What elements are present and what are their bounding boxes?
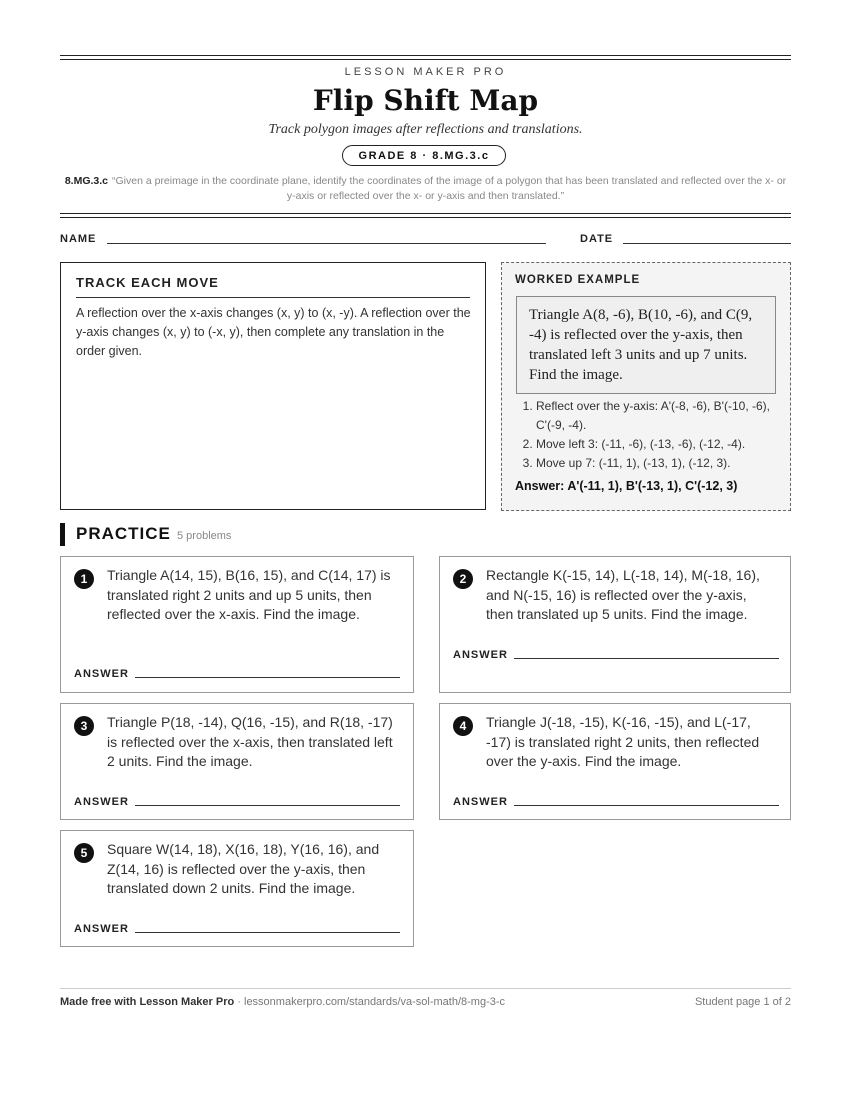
footer-made-with: Made free with Lesson Maker Pro	[60, 996, 235, 1008]
track-each-move-box	[60, 262, 486, 510]
page-title: Flip Shift Map	[312, 84, 539, 117]
problem-text: Square W(14, 18), X(16, 18), Y(16, 16), and Z(14, 16) is reflected over the y-axis, then translated down 2 units. Find the image.	[107, 841, 380, 896]
problem-text: Rectangle K(-15, 14), L(-18, 14), M(-18, 16), and N(-15, 16) is reflected over the y-axis, then translated up 5 units. Find the image.	[486, 567, 760, 622]
footer-page-number: Student page 1 of 2	[694, 996, 791, 1008]
footer-credit	[60, 996, 505, 1008]
worked-example-problem: Triangle A(8, -6), B(10, -6), and C(9, -4) is reflected over the y-axis, then translated left 3 units and up 7 units. Find the image.	[516, 296, 776, 394]
header-bottom-rule-thin	[60, 217, 791, 218]
brand-name: LESSON MAKER PRO	[344, 66, 507, 78]
date-field[interactable]	[623, 243, 791, 244]
problem-card-2	[439, 556, 791, 693]
answer-label: ANSWER	[453, 796, 508, 808]
problem-card-4	[439, 703, 791, 820]
problem-number: 2	[453, 569, 473, 589]
top-rule-thin	[60, 59, 791, 60]
problem-number: 5	[74, 843, 94, 863]
answer-field[interactable]	[514, 805, 779, 806]
problem-number: 1	[74, 569, 94, 589]
problem-number: 4	[453, 716, 473, 736]
name-label: NAME	[60, 233, 97, 245]
track-heading: TRACK EACH MOVE	[76, 275, 219, 290]
practice-accent-bar	[60, 523, 65, 546]
footer-rule	[60, 988, 791, 989]
problem-text: Triangle P(18, -14), Q(16, -15), and R(18, -17) is reflected over the x-axis, then translated left 2 units. Find the image.	[107, 714, 393, 769]
name-field[interactable]	[107, 243, 546, 244]
answer-field[interactable]	[514, 658, 779, 659]
worked-step: 2. Move left 3: (-11, -6), (-13, -6), (-12, -4).	[536, 435, 796, 454]
track-divider	[76, 297, 470, 298]
answer-field[interactable]	[135, 932, 400, 933]
page-subtitle: Track polygon images after reflections and translations.	[268, 122, 583, 137]
header-bottom-rule	[60, 213, 791, 214]
footer-url: · lessonmakerpro.com/standards/va-sol-math/8-mg-3-c	[237, 996, 506, 1008]
track-body: A reflection over the x-axis changes (x, y) to (x, -y). A reflection over the y-axis changes (x, y) to (-x, y), then complete any translation in the order given.	[76, 306, 471, 358]
standard-description	[60, 174, 791, 204]
answer-field[interactable]	[135, 677, 400, 678]
practice-title: PRACTICE	[76, 524, 171, 543]
worked-step: 1. Reflect over the y-axis: A'(-8, -6), B'(-10, -6), C'(-9, -4).	[536, 397, 796, 435]
practice-count: 5 problems	[177, 530, 232, 542]
worked-example-answer: Answer: A'(-11, 1), B'(-13, 1), C'(-12, 3)	[515, 479, 738, 493]
answer-field[interactable]	[135, 805, 400, 806]
answer-label: ANSWER	[453, 649, 508, 661]
top-rule	[60, 55, 791, 56]
answer-label: ANSWER	[74, 923, 129, 935]
worked-example-box	[501, 262, 791, 511]
answer-label: ANSWER	[74, 796, 129, 808]
problem-text: Triangle J(-18, -15), K(-16, -15), and L(-17, -17) is translated right 2 units, then reflected over the y-axis. Find the image.	[486, 714, 760, 769]
worked-example-steps	[516, 397, 796, 473]
answer-label: ANSWER	[74, 668, 129, 680]
standard-code: 8.MG.3.c	[64, 175, 108, 187]
problem-number: 3	[74, 716, 94, 736]
problem-card-1	[60, 556, 414, 693]
problem-text: Triangle A(14, 15), B(16, 15), and C(14, 17) is translated right 2 units and up 5 units, then reflected over the x-axis. Find the image.	[107, 567, 391, 622]
problem-card-3	[60, 703, 414, 820]
date-label: DATE	[580, 233, 614, 245]
problem-card-5	[60, 830, 414, 947]
worked-example-heading: WORKED EXAMPLE	[515, 274, 641, 286]
standard-text: “Given a preimage in the coordinate plane, identify the coordinates of the image of a polygon that has been translated and reflected over the x- or y-axis or reflected over the x- or y-axis and then translated.”	[112, 175, 787, 202]
grade-badge: GRADE 8 · 8.MG.3.c	[342, 145, 506, 166]
worked-step: 3. Move up 7: (-11, 1), (-13, 1), (-12, 3).	[536, 454, 796, 473]
